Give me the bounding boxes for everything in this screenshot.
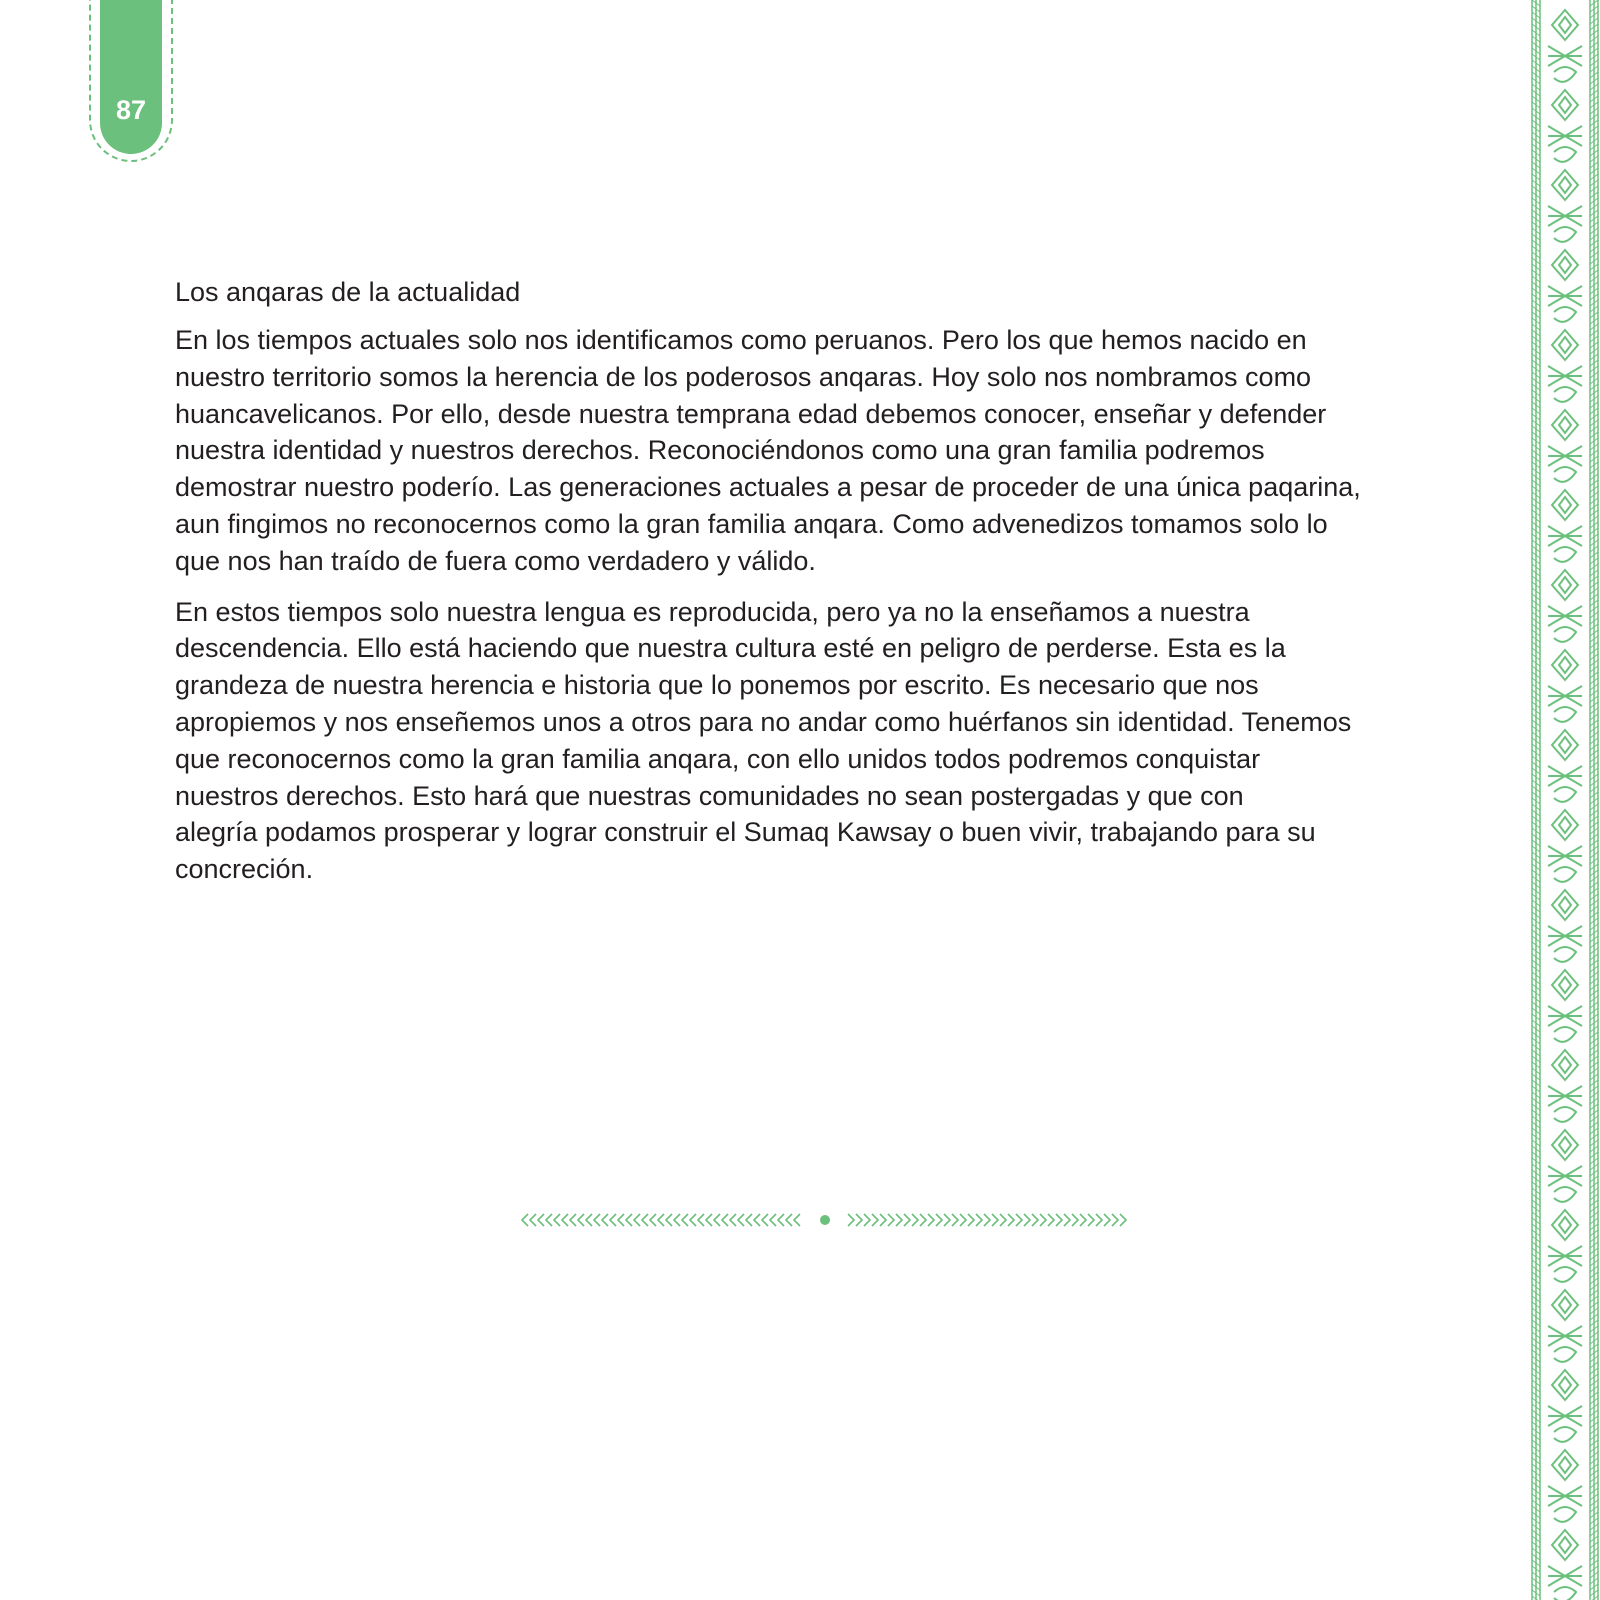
left-chevron: [698, 1214, 704, 1226]
right-chevron: [968, 1214, 974, 1226]
section-title: Los anqaras de la actualidad: [175, 277, 521, 307]
right-chevron: [1072, 1214, 1078, 1226]
right-chevron: [1024, 1214, 1030, 1226]
right-chevron: [1096, 1214, 1102, 1226]
left-chevron: [650, 1214, 656, 1226]
left-chevron: [794, 1214, 800, 1226]
right-chevron: [944, 1214, 950, 1226]
left-chevron: [602, 1214, 608, 1226]
left-chevron: [578, 1214, 584, 1226]
right-chevron: [984, 1214, 990, 1226]
left-chevron: [618, 1214, 624, 1226]
right-chevron: [896, 1214, 902, 1226]
left-chevron: [658, 1214, 664, 1226]
left-chevron: [674, 1214, 680, 1226]
right-chevron: [976, 1214, 982, 1226]
left-chevron: [554, 1214, 560, 1226]
left-chevron: [722, 1214, 728, 1226]
right-chevron: [856, 1214, 862, 1226]
left-chevrons: [522, 1214, 800, 1226]
left-chevron: [746, 1214, 752, 1226]
main-content: [175, 272, 1485, 902]
right-chevron: [1032, 1214, 1038, 1226]
right-chevron: [1112, 1214, 1118, 1226]
left-chevron: [538, 1214, 544, 1226]
left-chevron: [586, 1214, 592, 1226]
right-chevron: [1080, 1214, 1086, 1226]
left-chevron: [594, 1214, 600, 1226]
right-chevron: [1064, 1214, 1070, 1226]
left-chevron: [522, 1214, 528, 1226]
right-chevron: [880, 1214, 886, 1226]
chevron-divider-ornament: [518, 1205, 1130, 1235]
left-chevron: [626, 1214, 632, 1226]
left-chevron: [562, 1214, 568, 1226]
left-chevron: [738, 1214, 744, 1226]
right-chevron: [936, 1214, 942, 1226]
right-chevron: [920, 1214, 926, 1226]
right-chevron: [1016, 1214, 1022, 1226]
right-chevron: [848, 1214, 854, 1226]
paragraph-1: En los tiempos actuales solo nos identificamos como peruanos. Pero los que hemos nacido en nuestro territorio somos la herencia de los poderosos anqaras. Hoy solo nos nombramos como huancavelicanos. Por ello, desde nuestra temprana edad debemos conocer, enseñar y defender nuestra identidad y nuestros derechos. Reconociéndonos como una gran familia podremos demostrar nuestro poderío. Las generaciones actuales a pesar de proceder de una única paqarina, aun fingimos no reconocernos como la gran familia anqara. Como advenedizos tomamos solo lo que nos han traído de fuera como verdadero y válido.: [175, 325, 1361, 576]
right-chevron: [1000, 1214, 1006, 1226]
right-chevron: [928, 1214, 934, 1226]
left-chevron: [778, 1214, 784, 1226]
page-number: 87: [115, 95, 147, 125]
left-chevron: [714, 1214, 720, 1226]
right-chevron: [1040, 1214, 1046, 1226]
right-chevron: [1008, 1214, 1014, 1226]
right-chevron: [864, 1214, 870, 1226]
left-chevron: [786, 1214, 792, 1226]
left-chevron: [610, 1214, 616, 1226]
page-number-tab: [100, 0, 162, 154]
left-chevron: [530, 1214, 536, 1226]
right-chevron: [1048, 1214, 1054, 1226]
left-chevron: [762, 1214, 768, 1226]
right-chevron: [912, 1214, 918, 1226]
left-chevron: [690, 1214, 696, 1226]
right-chevron: [952, 1214, 958, 1226]
left-chevron: [634, 1214, 640, 1226]
left-chevron: [570, 1214, 576, 1226]
left-chevron: [730, 1214, 736, 1226]
left-chevron: [682, 1214, 688, 1226]
right-chevron: [960, 1214, 966, 1226]
left-chevron: [706, 1214, 712, 1226]
left-chevron: [666, 1214, 672, 1226]
right-chevron: [1120, 1214, 1126, 1226]
right-chevron: [888, 1214, 894, 1226]
right-chevron: [1088, 1214, 1094, 1226]
right-chevrons: [848, 1214, 1126, 1226]
right-chevron: [904, 1214, 910, 1226]
left-chevron: [642, 1214, 648, 1226]
andean-textile-pattern-border: [1530, 0, 1600, 1600]
divider-dot: [820, 1215, 830, 1225]
left-chevron: [770, 1214, 776, 1226]
paragraph-2: En estos tiempos solo nuestra lengua es reproducida, pero ya no la enseñamos a nuestra descendencia. Ello está haciendo que nuestra cultura esté en peligro de perderse. Esta es la grandeza de nuestra herencia e historia que lo ponemos por escrito. Es necesario que nos apropiemos y nos enseñemos unos a otros para no andar como huérfanos sin identidad. Tenemos que reconocernos como la gran familia anqara, con ello unidos todos podremos conquistar nuestros derechos. Esto hará que nuestras comunidades no sean postergadas y que con alegría podamos prosperar y lograr construir el Sumaq Kawsay o buen vivir, trabajando para su concreción.: [175, 596, 1352, 885]
left-chevron: [546, 1214, 552, 1226]
right-chevron: [1104, 1214, 1110, 1226]
left-chevron: [754, 1214, 760, 1226]
right-chevron: [1056, 1214, 1062, 1226]
right-chevron: [992, 1214, 998, 1226]
right-chevron: [872, 1214, 878, 1226]
